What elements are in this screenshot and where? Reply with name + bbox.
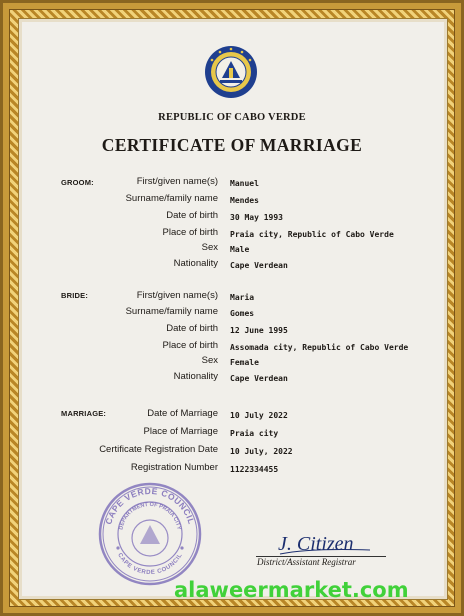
website-watermark: alaweermarket.com (174, 578, 409, 602)
registrar-signature (270, 526, 380, 560)
registration-date-label: Certificate Registration Date (99, 444, 218, 455)
groom-nationality-value: Cape Verdean (230, 261, 288, 270)
groom-pob-value: Praia city, Republic of Cabo Verde (230, 230, 394, 239)
bride-nationality-label: Nationality (173, 371, 218, 382)
bride-surname-value: Gomes (230, 309, 255, 318)
groom-first-name-value: Manuel (230, 179, 259, 188)
marriage-section-label: MARRIAGE: (61, 409, 107, 418)
groom-sex-value: Male (230, 245, 250, 254)
seal-bottom-text: CAPE VERDE COUNCIL (116, 552, 184, 577)
bride-sex-label: Sex (201, 355, 218, 366)
seal-top-text: CAPE VERDE COUNCIL (103, 485, 197, 526)
registration-number-value: 1122334455 (230, 465, 279, 474)
groom-section-label: GROOM: (61, 178, 94, 187)
bride-sex-value: Female (230, 358, 259, 367)
groom-surname-value: Mendes (230, 196, 259, 205)
groom-first-name-label: First/given name(s) (136, 176, 218, 187)
place-of-marriage-value: Praia city (230, 429, 279, 438)
date-of-marriage-value: 10 July 2022 (230, 411, 288, 420)
bride-first-name-label: First/given name(s) (136, 290, 218, 301)
bride-dob-value: 12 June 1995 (230, 326, 288, 335)
groom-dob-label: Date of birth (166, 210, 218, 221)
bride-dob-label: Date of birth (166, 323, 218, 334)
registration-date-value: 10 July, 2022 (230, 447, 293, 456)
registrar-title: District/Assistant Registrar (257, 557, 356, 567)
seal-inner-text: DEPARTMENT OF PRAIA CITY (118, 501, 182, 531)
cabo-verde-emblem-icon (203, 44, 259, 100)
groom-pob-label: Place of birth (162, 227, 218, 238)
bride-surname-label: Surname/family name (125, 306, 218, 317)
republic-heading: REPUBLIC OF CABO VERDE (158, 112, 306, 123)
bride-pob-value: Assomada city, Republic of Cabo Verde (230, 343, 409, 352)
groom-dob-value: 30 May 1993 (230, 213, 283, 222)
place-of-marriage-label: Place of Marriage (143, 426, 218, 437)
groom-sex-label: Sex (201, 242, 218, 253)
bride-nationality-value: Cape Verdean (230, 374, 288, 383)
bride-first-name-value: Maria (230, 293, 255, 302)
bride-section-label: BRIDE: (61, 291, 89, 300)
bride-pob-label: Place of birth (162, 340, 218, 351)
certificate-title: CERTIFICATE OF MARRIAGE (101, 135, 363, 155)
groom-nationality-label: Nationality (173, 258, 218, 269)
groom-surname-label: Surname/family name (125, 193, 218, 204)
date-of-marriage-label: Date of Marriage (147, 408, 218, 419)
registration-number-label: Registration Number (130, 462, 218, 473)
signature-handwriting: J. Citizen (278, 533, 354, 555)
council-seal-stamp (98, 482, 202, 586)
